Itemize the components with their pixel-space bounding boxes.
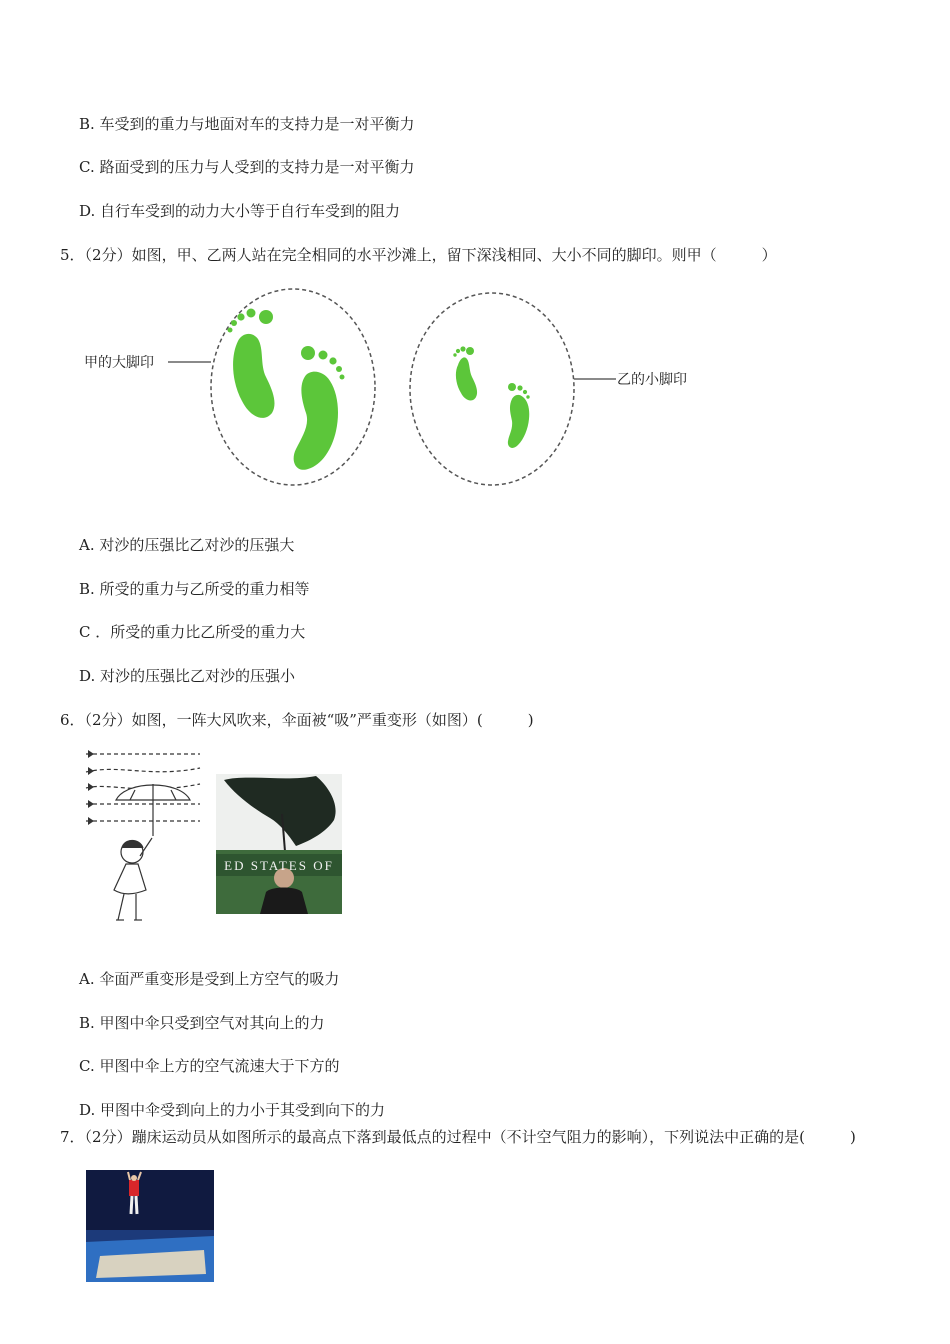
umbrella-photo xyxy=(216,774,342,914)
wind-arrow-icon xyxy=(88,750,94,825)
q5-stem: 5．（2分）如图，甲、乙两人站在完全相同的水平沙滩上，留下深浅相同、大小不同的脚印。则甲（ ） xyxy=(60,246,777,264)
small-footprint-right-icon xyxy=(508,383,530,448)
q5-option-d: D. 对沙的压强比乙对沙的压强小 xyxy=(79,667,296,685)
q5-option-a: A. 对沙的压强比乙对沙的压强大 xyxy=(79,536,295,554)
trampoline-athlete-icon xyxy=(86,1170,214,1282)
q7-stem: 7．（2分）蹦床运动员从如图所示的最高点下落到最低点的过程中（不计空气阻力的影响），下列说法中正确的是( ) xyxy=(60,1128,856,1146)
q4-option-c: C. 路面受到的压力与人受到的支持力是一对平衡力 xyxy=(79,158,415,176)
q6-option-d: D. 甲图中伞受到向上的力小于其受到向下的力 xyxy=(79,1101,386,1119)
q5-option-c: C ．所受的重力比乙所受的重力大 xyxy=(79,623,306,641)
q4-option-b: B. 车受到的重力与地面对车的支持力是一对平衡力 xyxy=(79,115,415,133)
q6-option-b: B. 甲图中伞只受到空气对其向上的力 xyxy=(79,1014,325,1032)
footprints-figure xyxy=(80,285,710,495)
label-yi: 乙的小脚印 xyxy=(617,371,687,387)
photo-banner-text: ED STATES OF xyxy=(224,858,334,873)
small-footprint-left-icon xyxy=(453,346,477,400)
q6-option-c: C. 甲图中伞上方的空气流速大于下方的 xyxy=(79,1057,340,1075)
umbrella-girl-drawing xyxy=(80,744,210,930)
q6-stem: 6．（2分）如图，一阵大风吹来，伞面被“吸”严重变形（如图）( ) xyxy=(60,711,534,729)
q5-option-b: B. 所受的重力与乙所受的重力相等 xyxy=(79,580,310,598)
q4-option-d: D. 自行车受到的动力大小等于自行车受到的阻力 xyxy=(79,202,401,220)
trampoline-photo xyxy=(86,1170,214,1282)
big-footprint-right-icon xyxy=(294,346,345,470)
label-jia: 甲的大脚印 xyxy=(84,354,154,370)
q6-option-a: A. 伞面严重变形是受到上方空气的吸力 xyxy=(79,970,340,988)
left-dashed-circle xyxy=(211,289,375,485)
big-footprint-left-icon xyxy=(228,309,275,418)
right-dashed-circle xyxy=(410,293,574,485)
inverted-umbrella-icon xyxy=(216,774,342,914)
